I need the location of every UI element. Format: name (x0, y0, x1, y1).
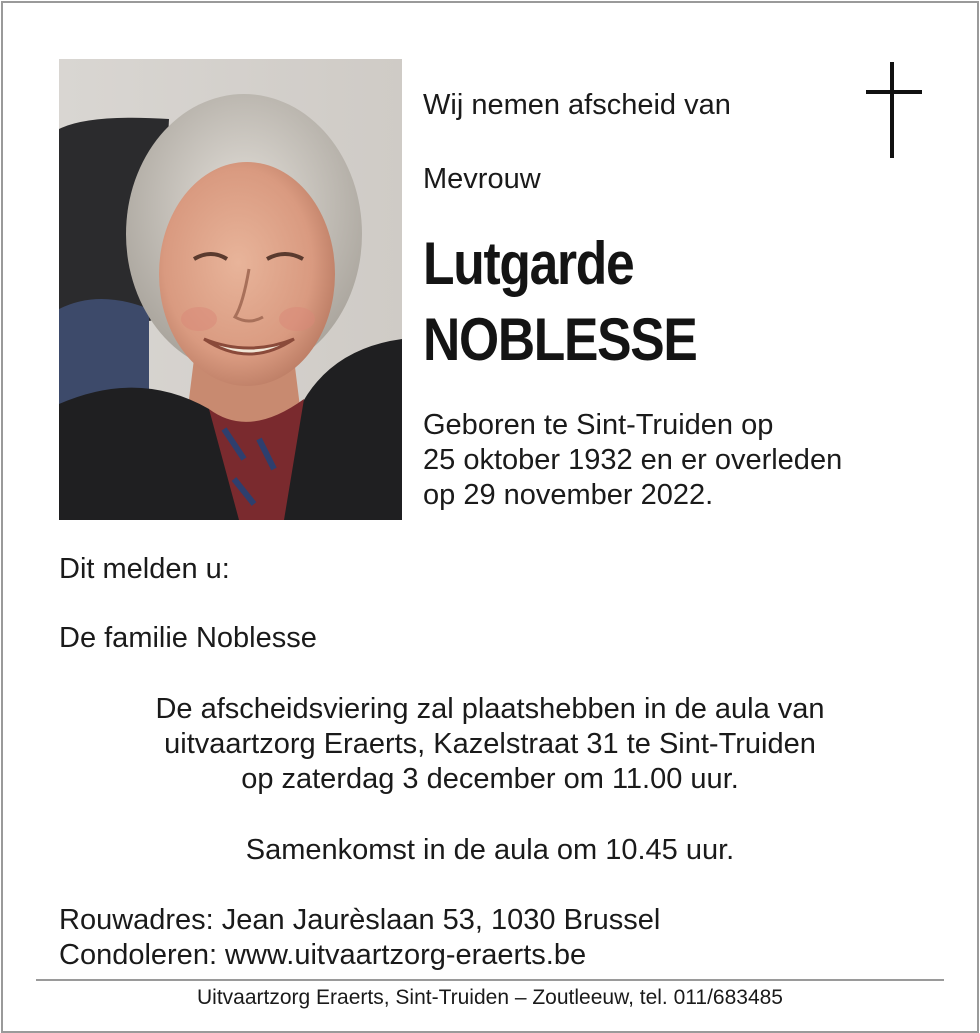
ceremony-line-3: op zaterdag 3 december om 11.00 uur. (241, 763, 739, 795)
birth-death-text (423, 408, 842, 513)
announcers-label: Dit melden u: (59, 553, 230, 585)
footer-divider (36, 979, 944, 981)
condolences-link[interactable]: Condoleren: www.uitvaartzorg-eraerts.be (59, 939, 587, 971)
honorific: Mevrouw (423, 163, 541, 195)
intro-text: Wij nemen afscheid van (423, 89, 731, 121)
given-name: Lutgarde (423, 230, 634, 297)
ceremony-line-2: uitvaartzorg Eraerts, Kazelstraat 31 te Sint-Truiden (164, 728, 816, 760)
birth-line-1: Geboren te Sint-Truiden op (423, 409, 774, 441)
cross-icon (866, 62, 922, 158)
birth-line-2: 25 oktober 1932 en er overleden (423, 444, 843, 476)
mourning-address: Rouwadres: Jean Jaurèslaan 53, 1030 Brussel (59, 904, 661, 936)
cross-vertical-bar (890, 62, 894, 158)
footer-text: Uitvaartzorg Eraerts, Sint-Truiden – Zoutleeuw, tel. 011/683485 (197, 986, 783, 1009)
announcers-family: De familie Noblesse (59, 622, 317, 654)
gathering-text: Samenkomst in de aula om 10.45 uur. (245, 834, 735, 866)
cross-horizontal-bar (866, 90, 922, 94)
birth-line-3: op 29 november 2022. (423, 479, 714, 511)
ceremony-line-1: De afscheidsviering zal plaatshebben in de aula van (155, 693, 825, 725)
portrait-photo (59, 59, 402, 520)
family-name: NOBLESSE (423, 306, 697, 373)
